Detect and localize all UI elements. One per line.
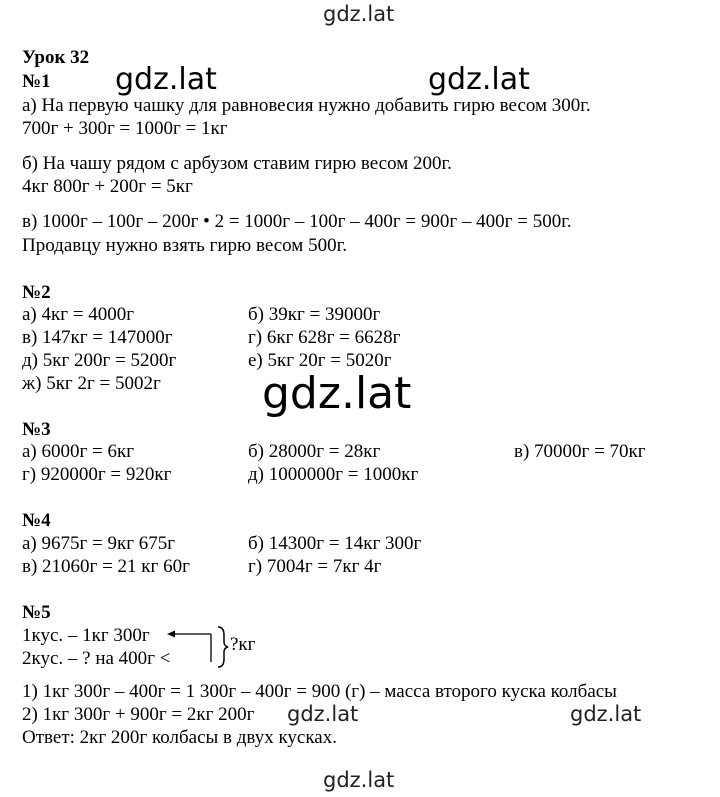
task3-item-g: г) 920000г = 920кг (22, 464, 172, 485)
task1-a-calc: 700г + 300г = 1000г = 1кг (22, 118, 228, 139)
watermark-top: gdz.lat (323, 2, 395, 26)
task4-item-v: в) 21060г = 21 кг 60г (22, 556, 190, 577)
watermark-header-right: gdz.lat (428, 62, 530, 97)
task1-a-text: а) На первую чашку для равновесия нужно добавить гирю весом 300г. (22, 95, 591, 116)
watermark-line-right: gdz.lat (570, 702, 642, 726)
task3-item-d: д) 1000000г = 1000кг (248, 464, 419, 485)
lesson-title: Урок 32 (22, 47, 90, 68)
task3-number: №3 (22, 419, 51, 440)
task2-number: №2 (22, 282, 51, 303)
task3-item-a: а) 6000г = 6кг (22, 441, 135, 462)
task2-item-a: а) 4кг = 4000г (22, 304, 135, 325)
task5-scheme-line2: 2кус. – ? на 400г < (22, 648, 171, 669)
task2-item-d: д) 5кг 200г = 5200г (22, 350, 177, 371)
task4-item-g: г) 7004г = 7кг 4г (248, 556, 382, 577)
scheme-arrow-brace-icon (165, 624, 235, 672)
task1-b-text: б) На чашу рядом с арбузом ставим гирю весом 200г. (22, 153, 452, 174)
task5-number: №5 (22, 602, 51, 623)
task4-number: №4 (22, 510, 51, 531)
task4-item-a: а) 9675г = 9кг 675г (22, 533, 176, 554)
task2-item-v: в) 147кг = 147000г (22, 327, 173, 348)
task3-item-v: в) 70000г = 70кг (514, 441, 646, 462)
task1-v-answer: Продавцу нужно взять гирю весом 500г. (22, 235, 347, 256)
task1-v-calc: в) 1000г – 100г – 200г • 2 = 1000г – 100г – 400г = 900г – 400г = 500г. (22, 211, 572, 232)
task2-item-e: е) 5кг 20г = 5020г (248, 350, 392, 371)
watermark-line-left: gdz.lat (287, 702, 359, 726)
task1-b-calc: 4кг 800г + 200г = 5кг (22, 176, 193, 197)
watermark-header-left: gdz.lat (115, 62, 217, 97)
task2-item-zh: ж) 5кг 2г = 5002г (22, 373, 161, 394)
task2-item-g: г) 6кг 628г = 6628г (248, 327, 401, 348)
task2-item-b: б) 39кг = 39000г (248, 304, 381, 325)
task5-scheme-total: ?кг (230, 634, 256, 655)
task4-item-b: б) 14300г = 14кг 300г (248, 533, 422, 554)
task5-step2: 2) 1кг 300г + 900г = 2кг 200г (22, 704, 255, 725)
task5-step1: 1) 1кг 300г – 400г = 1 300г – 400г = 900 (г) – масса второго куска колбасы (22, 681, 617, 702)
task5-answer: Ответ: 2кг 200г колбасы в двух кусках. (22, 727, 337, 748)
task3-item-b: б) 28000г = 28кг (248, 441, 381, 462)
task1-number: №1 (22, 71, 51, 92)
watermark-center: gdz.lat (262, 368, 412, 419)
task5-scheme-line1: 1кус. – 1кг 300г (22, 625, 150, 646)
watermark-bottom: gdz.lat (323, 768, 395, 792)
